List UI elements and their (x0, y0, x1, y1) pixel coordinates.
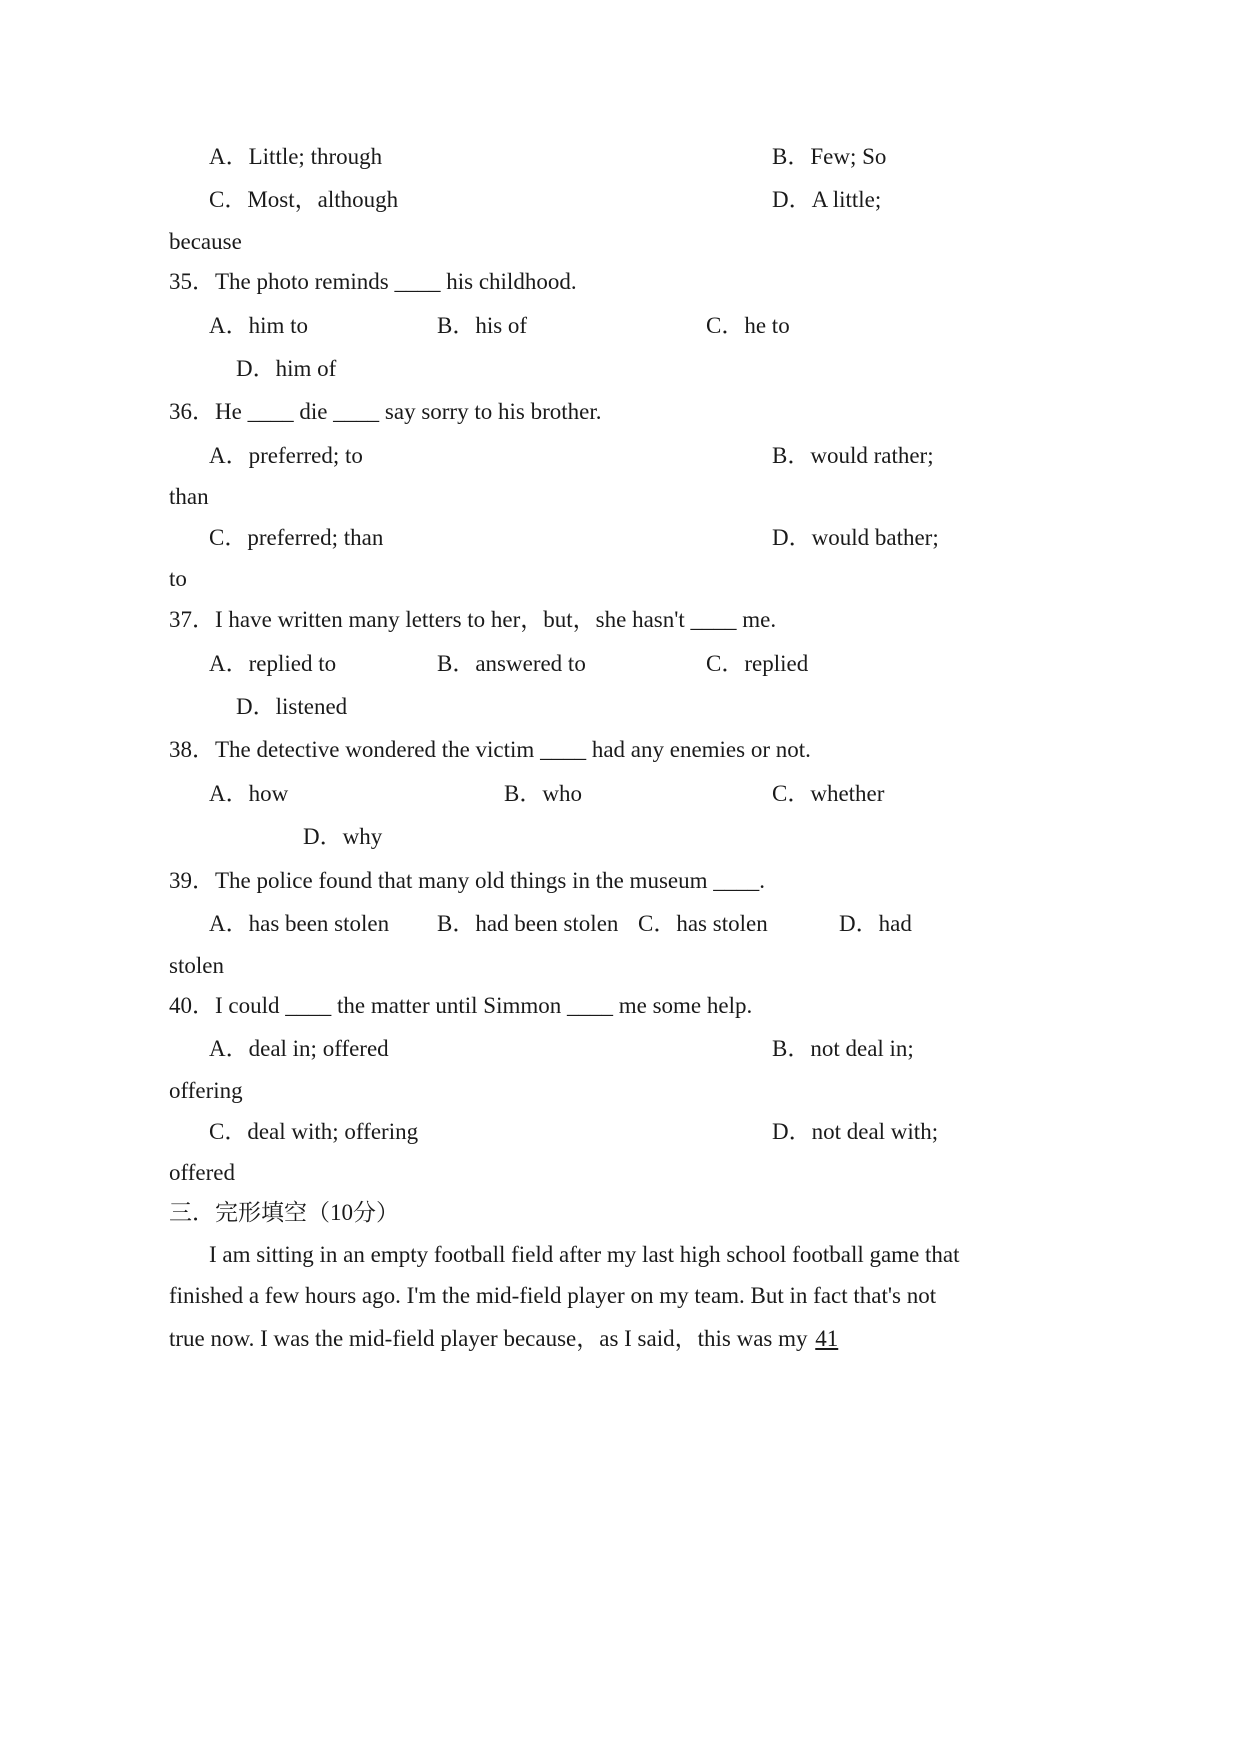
q34-option-c: C．Most，although (209, 187, 399, 212)
cloze-paragraph-line-3 (169, 1324, 840, 1354)
q36-option-a: A．preferred; to (209, 443, 363, 468)
q35-option-b: B．his of (437, 313, 528, 338)
q39-option-a: A．has been stolen (209, 911, 390, 936)
q40-option-b: B．not deal in; (772, 1036, 914, 1061)
q36-option-d-wrap: to (169, 566, 187, 591)
q36-option-c: C．preferred; than (209, 525, 384, 550)
q37-option-c: C．replied (706, 651, 809, 676)
q35-option-a: A．him to (209, 313, 309, 338)
q36-stem: 36．He ____ die ____ say sorry to his brother. (169, 399, 602, 424)
q34-option-b: B．Few; So (772, 144, 887, 169)
q39-option-d: D．had (839, 911, 912, 936)
q34-option-d: D．A little; (772, 187, 882, 212)
q36-option-b: B．would rather; (772, 443, 934, 468)
q36-option-b-wrap: than (169, 484, 209, 509)
q38-option-c: C．whether (772, 781, 885, 806)
q35-option-c: C．he to (706, 313, 790, 338)
q40-option-d: D．not deal with; (772, 1119, 939, 1144)
q38-option-a: A．how (209, 781, 289, 806)
cloze-line-3-text: true now. I was the mid-field player because，as I said，this was my (169, 1326, 814, 1351)
section-heading: 三．完形填空（10分） (169, 1200, 399, 1225)
q39-stem: 39．The police found that many old things in the museum ____. (169, 868, 766, 893)
q34-option-a: A．Little; through (209, 144, 383, 169)
q39-option-c: C．has stolen (638, 911, 768, 936)
q39-option-b: B．had been stolen (437, 911, 619, 936)
q36-option-d: D．would bather; (772, 525, 939, 550)
q34-option-d-wrap: because (169, 229, 242, 254)
q39-option-d-wrap: stolen (169, 953, 224, 978)
q35-stem: 35．The photo reminds ____ his childhood. (169, 269, 577, 294)
q35-option-d: D．him of (236, 356, 337, 381)
q37-stem: 37．I have written many letters to her，but，she hasn't ____ me. (169, 607, 777, 632)
q40-stem: 40．I could ____ the matter until Simmon ____ me some help. (169, 993, 753, 1018)
q40-option-c: C．deal with; offering (209, 1119, 419, 1144)
q40-option-a: A．deal in; offered (209, 1036, 389, 1061)
q37-option-b: B．answered to (437, 651, 586, 676)
cloze-paragraph-line-1: I am sitting in an empty football field after my last high school football game that (209, 1242, 960, 1267)
q37-option-a: A．replied to (209, 651, 337, 676)
cloze-blank-41: 41 (815, 1326, 839, 1351)
q38-stem: 38．The detective wondered the victim ____ had any enemies or not. (169, 737, 811, 762)
q37-option-d: D．listened (236, 694, 348, 719)
cloze-paragraph-line-2: finished a few hours ago. I'm the mid-field player on my team. But in fact that's not (169, 1283, 937, 1308)
q40-option-d-wrap: offered (169, 1160, 235, 1185)
q38-option-d: D．why (303, 824, 383, 849)
q38-option-b: B．who (504, 781, 582, 806)
q40-option-b-wrap: offering (169, 1078, 243, 1103)
